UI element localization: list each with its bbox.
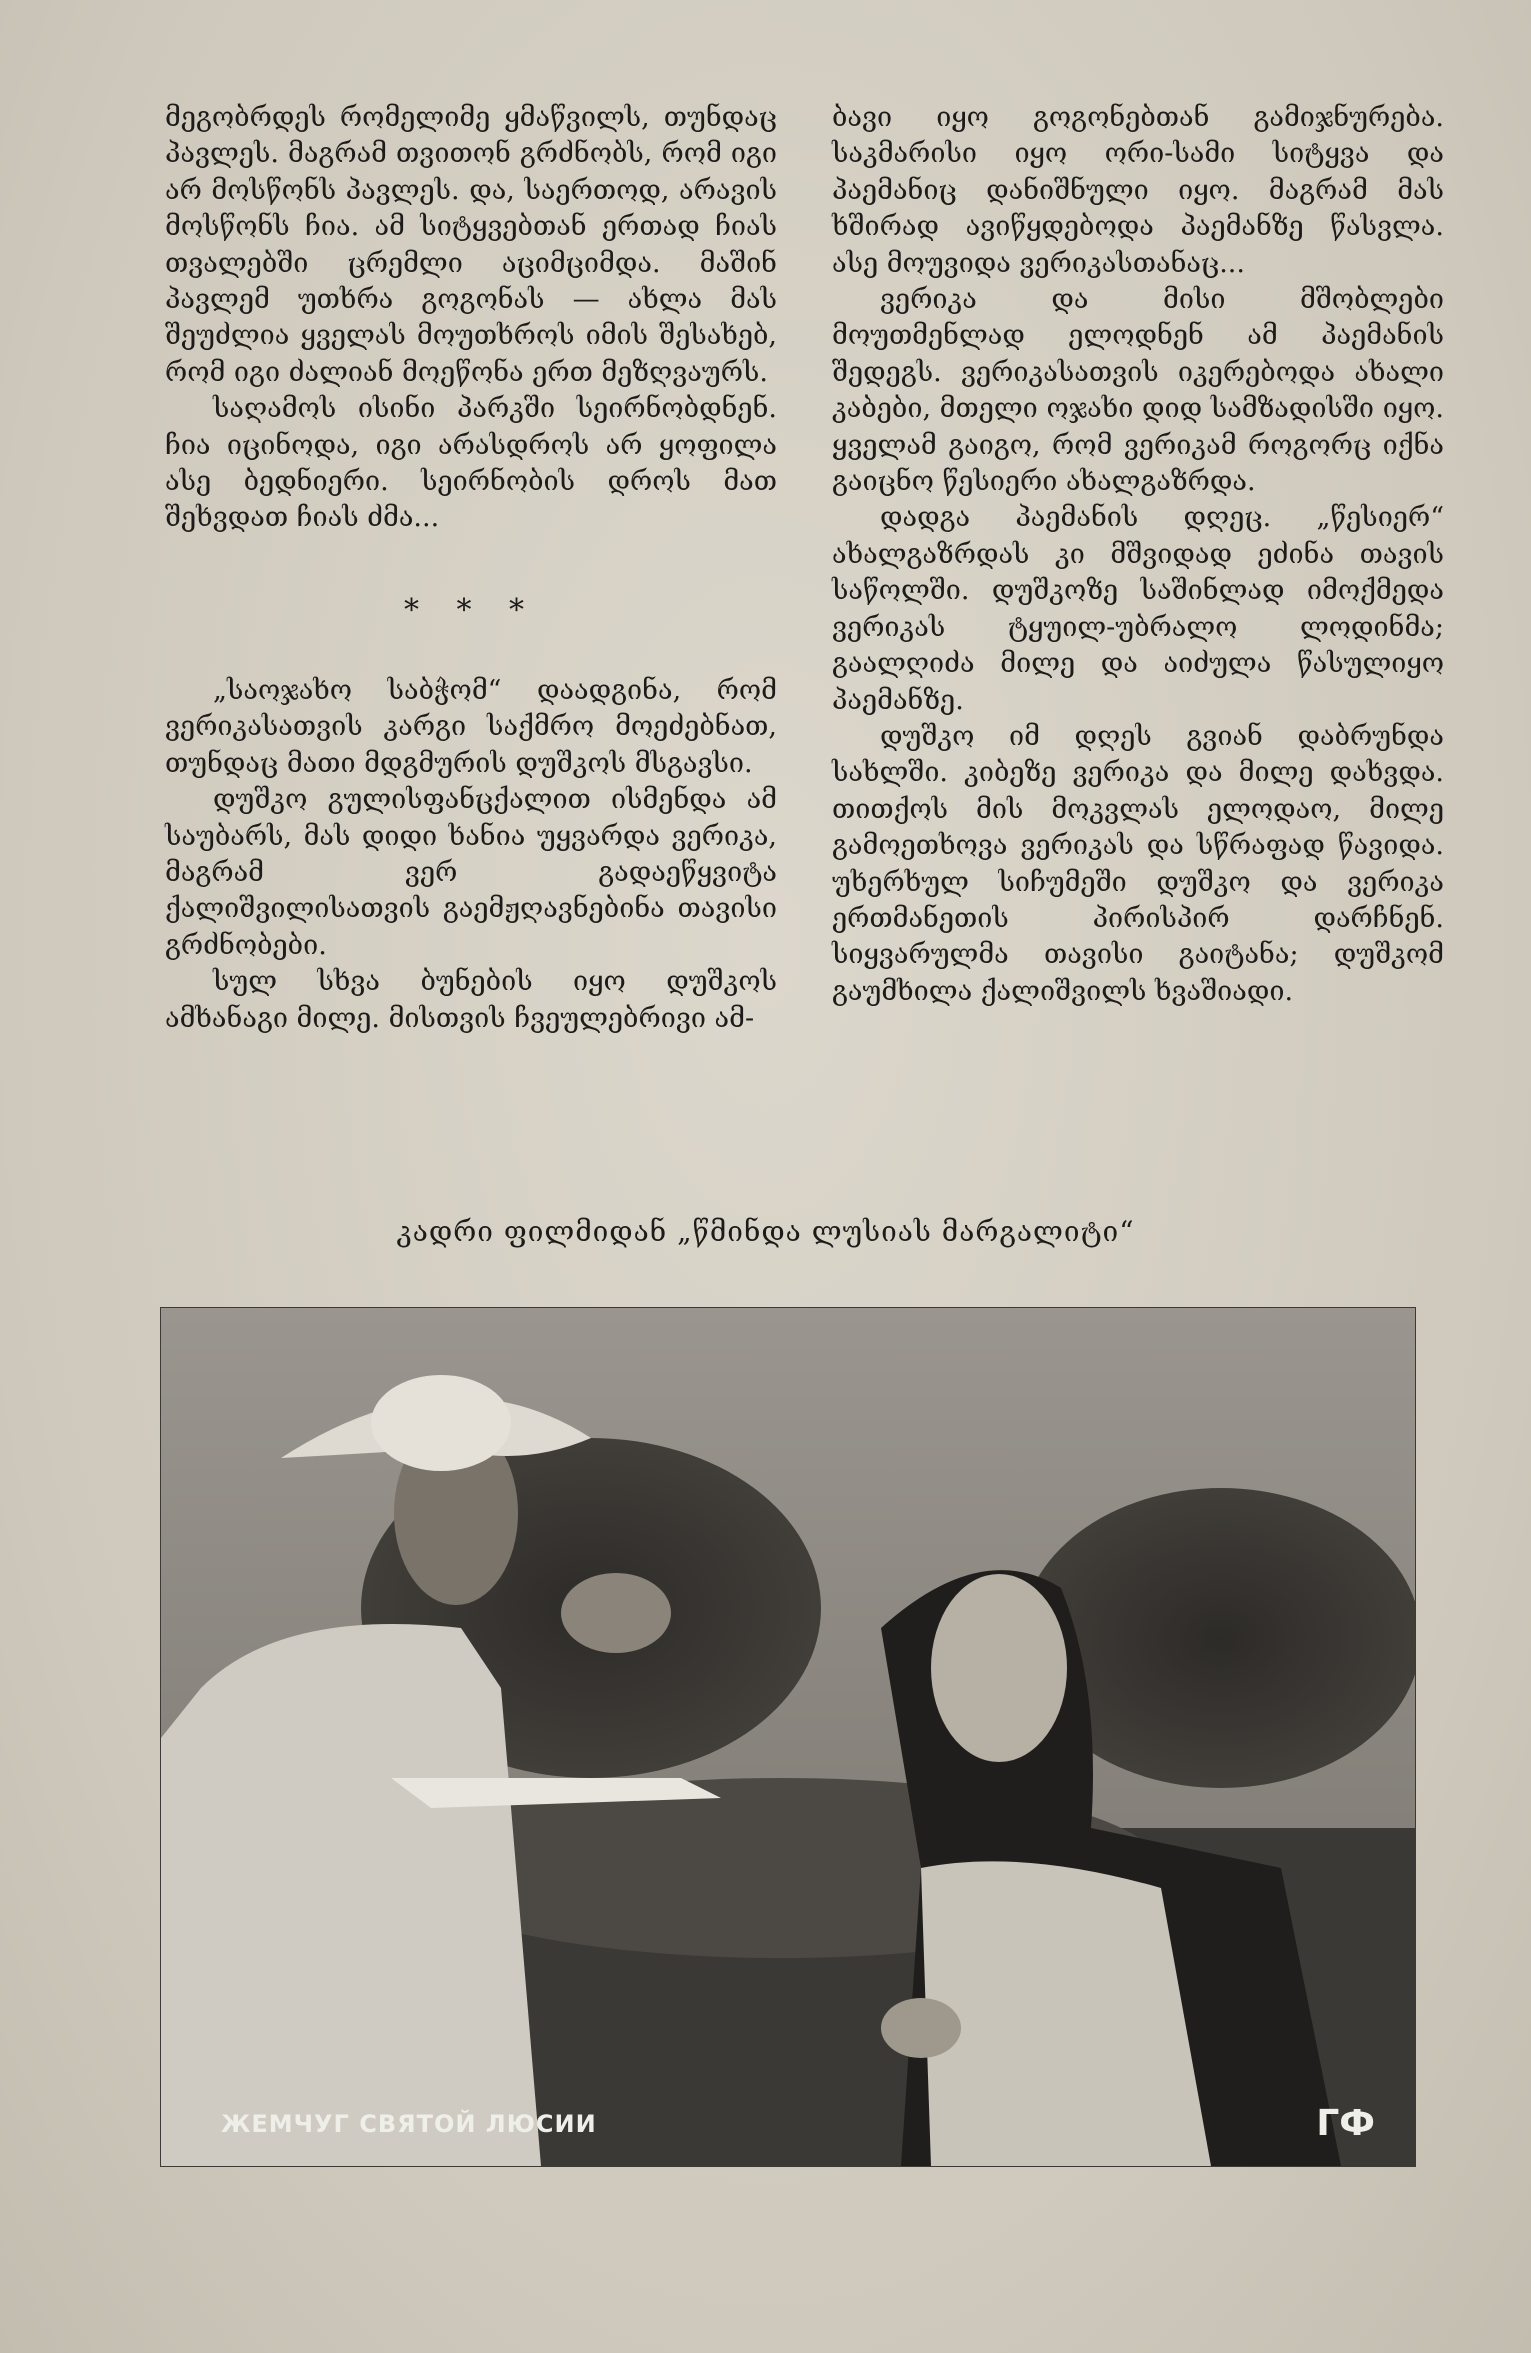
right-paragraph-2: ვერიკა და მისი მშობლები მოუთმენლად ელოდნენ ამ პაემანის შედეგს. ვერიკასათვის იკერებოდა ახალი კაბები, მთელი ოჯახი დიდ სამზადისში იყო. ყველამ გაიგო, რომ ვერიკამ როგორც იქნა გაიცნო წესიერი ახალგაზრდა. — [832, 284, 1444, 498]
film-still-photo — [160, 1307, 1416, 2167]
right-paragraph-1: ბავი იყო გოგონებთან გამიჯნურება. საკმარისი იყო ორი-სამი სიტყვა და პაემანიც დანიშნული იყო. მაგრამ მას ხშირად ავიწყდებოდა პაემანზე წასვლა. ასე მოუვიდა ვერიკასთანაც... — [832, 102, 1444, 279]
left-text-column — [165, 100, 777, 1037]
left-paragraph-5: სულ სხვა ბუნების იყო დუშკოს ამხანაგი მილე. მისთვის ჩვეულებრივი ამ- — [165, 966, 777, 1034]
section-break-stars: * * * — [403, 592, 539, 628]
right-paragraph-4: დუშკო იმ დღეს გვიან დაბრუნდა სახლში. კიბეზე ვერიკა და მილე დახვდა. თითქოს მის მოკვლას ელოდაო, მილე გამოეთხოვა ვერიკას და სწრაფად წავიდა. უხერხულ სიჩუმეში დუშკო და ვერიკა ერთმანეთის პირისპირ დარჩნენ. სიყვარულმა თავისი გაიტანა; დუშკომ გაუმხილა ქალიშვილს ხვაშიადი. — [832, 720, 1444, 1007]
left-paragraph-1: მეგობრდეს რომელიმე ყმაწვილს, თუნდაც პავლეს. მაგრამ თვითონ გრძნობს, რომ იგი არ მოსწონს პავლეს. და, საერთოდ, არავის მოსწონს ჩია. ამ სიტყვებთან ერთად ჩიას თვალებში ცრემლი აციმციმდა. მაშინ პავლემ უთხრა გოგონას — ახლა მას შეუძლია ყველას მოუთხროს იმის შესახებ, რომ იგი ძალიან მოეწონა ერთ მეზღვაურს. — [165, 102, 777, 388]
left-paragraph-2: საღამოს ისინი პარკში სეირნობდნენ. ჩია იცინოდა, იგი არასდროს არ ყოფილა ასე ბედნიერი. სეირნობის დროს მათ შეხვდათ ჩიას ძმა... — [165, 393, 777, 534]
left-paragraph-3: „საოჯახო საბჭომ“ დაადგინა, რომ ვერიკასათვის კარგი საქმრო მოეძებნათ, თუნდაც მათი მდგმურის დუშკოს მსგავსი. — [165, 674, 777, 779]
studio-logo: ГФ — [1316, 2103, 1375, 2144]
photo-caption: კადრი ფილმიდან „წმინდა ლუსიას მარგალიტი“ — [396, 1215, 1135, 1248]
right-text-column — [832, 100, 1444, 1010]
film-still-illustration — [161, 1308, 1415, 2166]
left-paragraph-4: დუშკო გულისფანცქალით ისმენდა ამ საუბარს, მას დიდი ხანია უყვარდა ვერიკა, მაგრამ ვერ გადაეწყვიტა ქალიშვილისათვის გაემჟღავნებინა თავისი გრძნობები. — [165, 784, 777, 961]
film-title-overlay: ЖЕМЧУГ СВЯТОЙ ЛЮСИИ — [221, 2110, 597, 2138]
right-paragraph-3: დადგა პაემანის დღეც. „წესიერ“ ახალგაზრდას კი მშვიდად ეძინა თავის საწოლში. დუშკოზე საშინლად იმოქმედა ვერიკას ტყუილ-უბრალო ლოდინმა; გაალღიძა მილე და აიძულა წასულიყო პაემანზე. — [832, 502, 1444, 716]
